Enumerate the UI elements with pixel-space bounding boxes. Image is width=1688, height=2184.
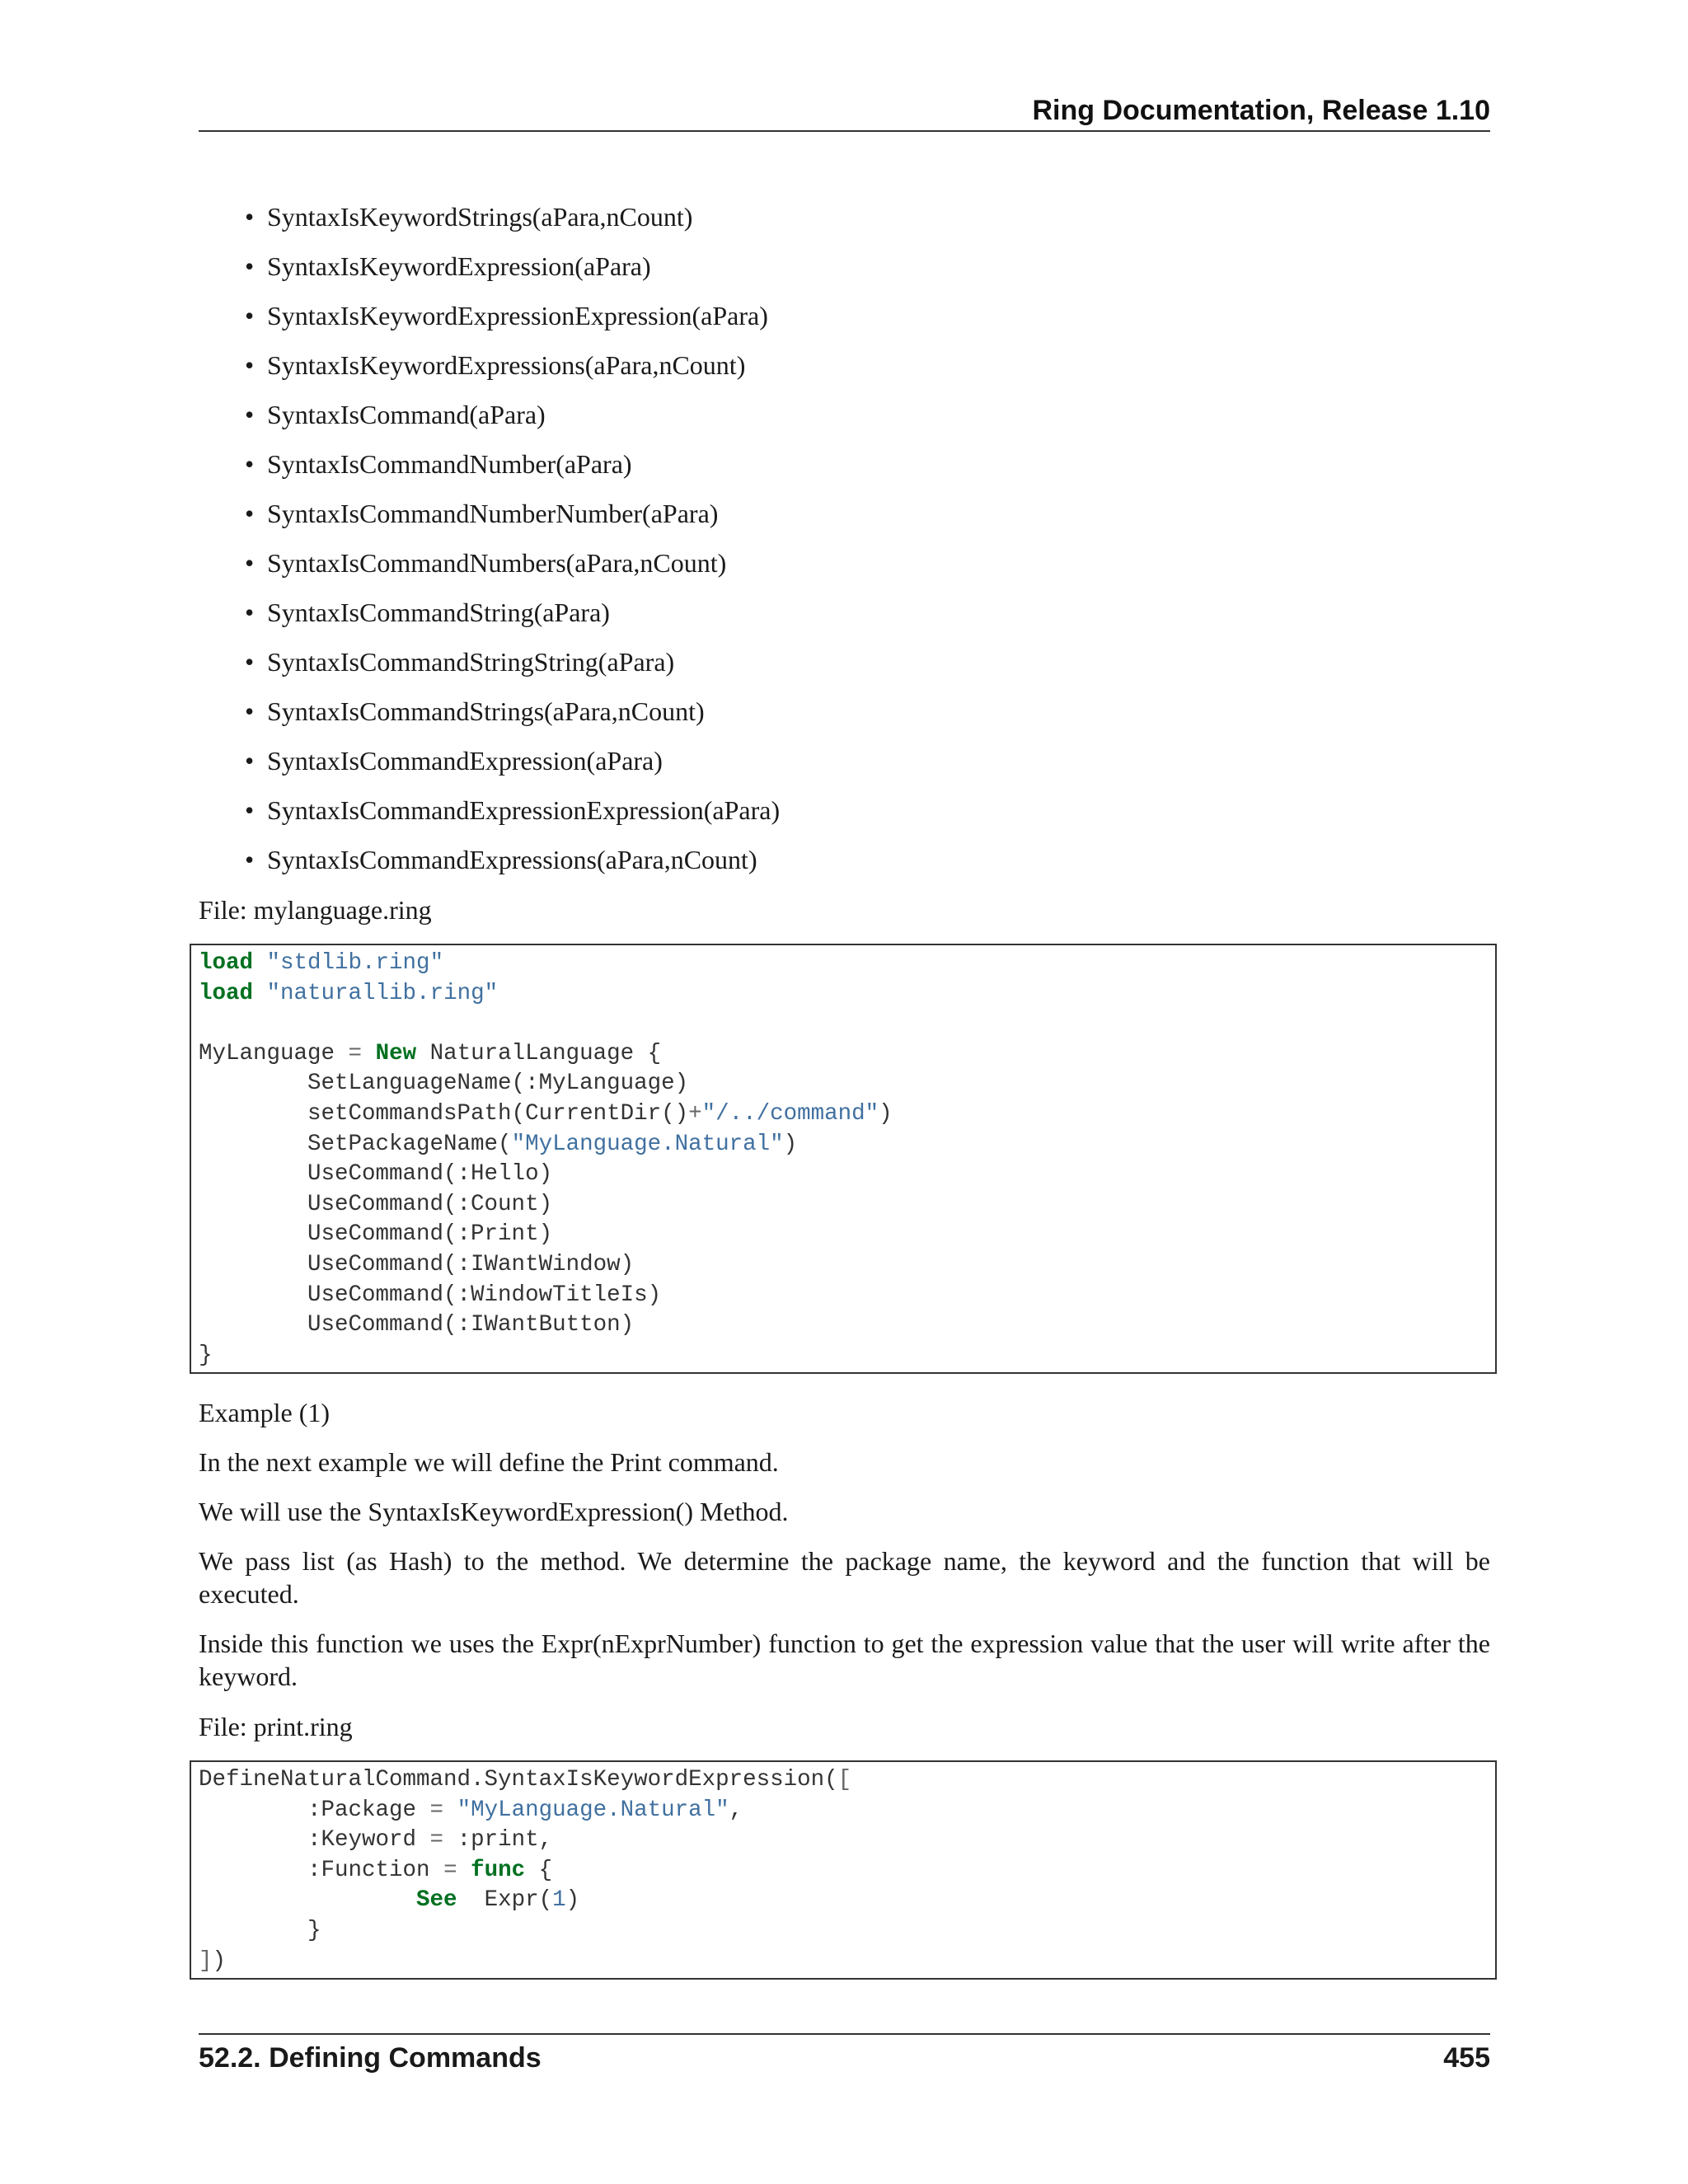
list-item: • SyntaxIsCommandStringString(aPara) xyxy=(199,641,1490,691)
bullet-icon: • xyxy=(245,499,255,528)
code-block-print xyxy=(190,1760,1497,1980)
page-footer xyxy=(199,2033,1490,2084)
page-number: 455 xyxy=(1443,2042,1490,2074)
list-item: • SyntaxIsCommandStrings(aPara,nCount) xyxy=(199,691,1490,740)
list-item: • SyntaxIsCommandExpressionExpression(aPara) xyxy=(199,790,1490,839)
paragraph: Inside this function we uses the Expr(nExprNumber) function to get the expression value that the user will write after the keyword. xyxy=(199,1629,1490,1691)
code-block-mylanguage xyxy=(190,944,1497,1374)
list-item: • SyntaxIsCommandNumberNumber(aPara) xyxy=(199,493,1490,542)
document-page xyxy=(199,0,1490,2184)
code-listing: DefineNaturalCommand.SyntaxIsKeywordExpression([ :Package = "MyLanguage.Natural", :Keyword = :print, :Function = func { See Expr(1) } ]) xyxy=(199,1767,852,1974)
bullet-icon: • xyxy=(245,400,255,429)
bullet-icon: • xyxy=(245,598,255,627)
paragraph: We pass list (as Hash) to the method. We determine the package name, the keyword and the function that will be executed. xyxy=(199,1546,1490,1609)
list-item: • SyntaxIsCommandString(aPara) xyxy=(199,592,1490,641)
bullet-icon: • xyxy=(245,845,255,874)
list-item: • SyntaxIsKeywordStrings(aPara,nCount) xyxy=(199,196,1490,246)
list-item: • SyntaxIsCommandNumbers(aPara,nCount) xyxy=(199,542,1490,592)
footer-section-title: 52.2. Defining Commands xyxy=(199,2042,542,2074)
list-item: • SyntaxIsCommandNumber(aPara) xyxy=(199,443,1490,493)
bullet-icon: • xyxy=(245,795,255,825)
list-item: • SyntaxIsKeywordExpressionExpression(aPara) xyxy=(199,295,1490,344)
list-item: • SyntaxIsCommand(aPara) xyxy=(199,394,1490,443)
syntax-method-list xyxy=(199,196,1490,888)
list-item: • SyntaxIsKeywordExpressions(aPara,nCount) xyxy=(199,344,1490,394)
bullet-icon: • xyxy=(245,251,255,281)
bullet-icon: • xyxy=(245,647,255,677)
file-label-print: File: print.ring xyxy=(199,1712,353,1741)
list-item: • SyntaxIsCommandExpression(aPara) xyxy=(199,740,1490,790)
bullet-icon: • xyxy=(245,202,255,232)
list-item: • SyntaxIsCommandExpressions(aPara,nCount) xyxy=(199,839,1490,888)
paragraph: We will use the SyntaxIsKeywordExpression() Method. xyxy=(199,1497,789,1526)
paragraph: In the next example we will define the Print command. xyxy=(199,1447,779,1477)
bullet-icon: • xyxy=(245,548,255,578)
bullet-icon: • xyxy=(245,449,255,479)
example-heading: Example (1) xyxy=(199,1398,331,1427)
bullet-icon: • xyxy=(245,696,255,726)
page-header xyxy=(199,91,1490,132)
file-label-mylanguage: File: mylanguage.ring xyxy=(199,895,432,925)
code-listing: load "stdlib.ring" load "naturallib.ring" MyLanguage = New NaturalLanguage { SetLanguageName(:MyLanguage) setCommandsPath(CurrentDir()+"/../command") SetPackageName("MyLanguage.Natural") UseCommand(:Hello) UseCommand(:Count) UseCommand(:Print) UseCommand(:IWantWindow) UseCommand(:WindowTitleIs) UseCommand(:IWantButton) } xyxy=(199,950,893,1368)
bullet-icon: • xyxy=(245,301,255,330)
bullet-icon: • xyxy=(245,746,255,776)
bullet-icon: • xyxy=(245,350,255,380)
list-item: • SyntaxIsKeywordExpression(aPara) xyxy=(199,246,1490,295)
header-title: Ring Documentation, Release 1.10 xyxy=(1032,95,1490,126)
